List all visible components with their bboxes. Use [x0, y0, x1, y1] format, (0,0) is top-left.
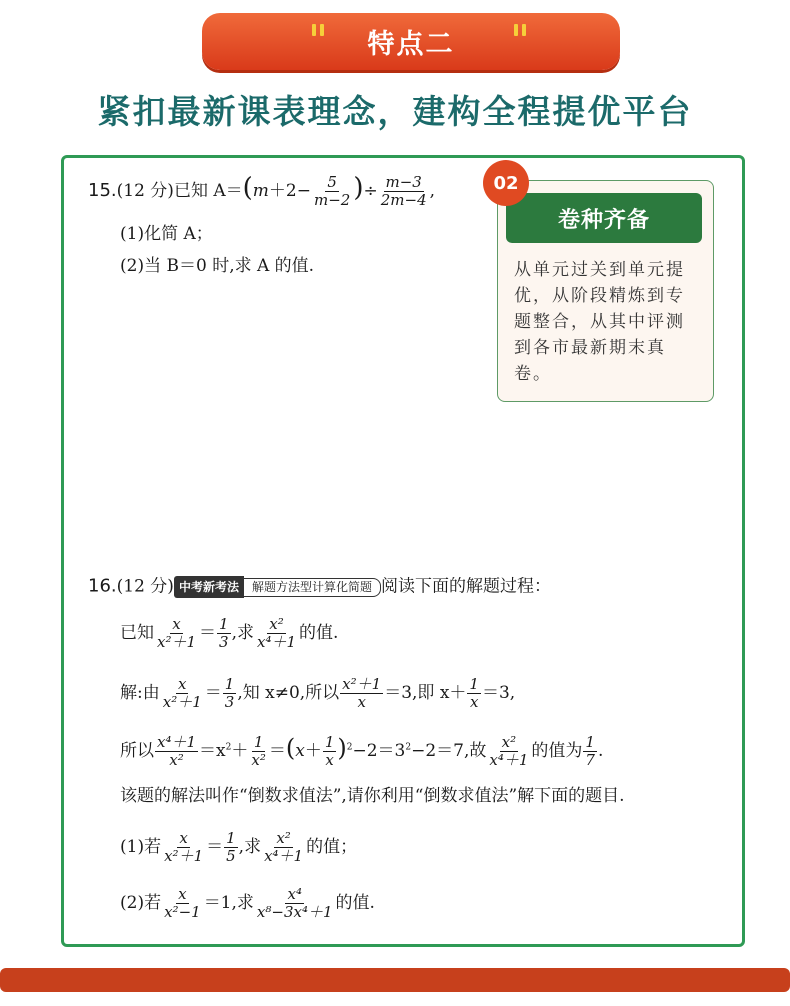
banner-title: 特点二 — [367, 29, 455, 60]
fraction: $\frac{m-3}{2m-4}$ — [380, 173, 427, 209]
headline: 紧扣最新课表理念，建构全程提优平台 — [97, 92, 693, 131]
bottom-bar — [0, 968, 790, 992]
feature-callout — [497, 180, 714, 402]
quote-mark-left-icon — [310, 24, 330, 38]
q16-therefore: 所以 $\frac{\text{x⁴＋1}}{\text{x²}}$ $=x^2+$ $\frac{1}{\text{x²}}$ ＝(x＋ $\frac{1}{x}$ )$^2-2=3^2-2=7$,故 $\frac{\text{x²}}{\text{x⁴＋1}}$ 的值为 $\frac{1}{7}$ . — [120, 733, 604, 769]
section-banner — [202, 13, 620, 70]
q15-part1: (1)化简 A； — [120, 224, 213, 244]
q15-part2: (2)当 B＝0 时,求 A 的值. — [120, 256, 315, 276]
q16-part1: (1)若 $\frac{x}{\text{x²＋1}}$ ＝ $\frac{1}{5}$ ,求 $\frac{\text{x²}}{\text{x⁴＋1}}$ 的值； — [120, 829, 358, 865]
callout-body: 从单元过关到单元提优，从阶段精炼到专题整合，从其中评测到各市最新期末真卷。 — [514, 260, 685, 384]
q16-part2: (2)若 $\frac{x}{\text{x²−1}}$ ＝1,求 $\frac{\text{x⁴}}{\text{x⁸−3x⁴＋1}}$ 的值. — [120, 885, 375, 921]
q16-given: 已知 $\frac{x}{\text{x²＋1}}$ ＝ $\frac{1}{3}$ ,求 $\frac{\text{x²}}{\text{x⁴＋1}}$ 的值. — [120, 615, 339, 651]
quote-mark-right-icon — [512, 24, 532, 38]
callout-title: 卷种齐备 — [506, 193, 702, 243]
q16-stem: 16.(12 分) 中考新考法 解题方法型计算化简题 阅读下面的解题过程： — [88, 575, 551, 597]
number-badge: 02 — [483, 160, 529, 206]
q16-method: 该题的解法叫作“倒数求值法”,请你利用“倒数求值法”解下面的题目. — [120, 786, 625, 806]
fraction: $\frac{5}{m-2}$ — [313, 173, 351, 209]
exam-tag: 中考新考法 — [174, 576, 244, 598]
q15-stem: 15.(12 分)已知 A＝(m＋2− $\frac{5}{m-2}$ )÷ $\frac{m-3}{2m-4}$ , — [88, 173, 436, 209]
exam-tag-sub: 解题方法型计算化简题 — [244, 578, 381, 597]
q16-solution: 解:由 $\frac{x}{\text{x²＋1}}$ ＝ $\frac{1}{3}$ ,知 x≠0,所以 $\frac{\text{x²＋1}}{x}$ ＝3,即 x＋ $\frac{1}{x}$ ＝3, — [120, 675, 516, 711]
